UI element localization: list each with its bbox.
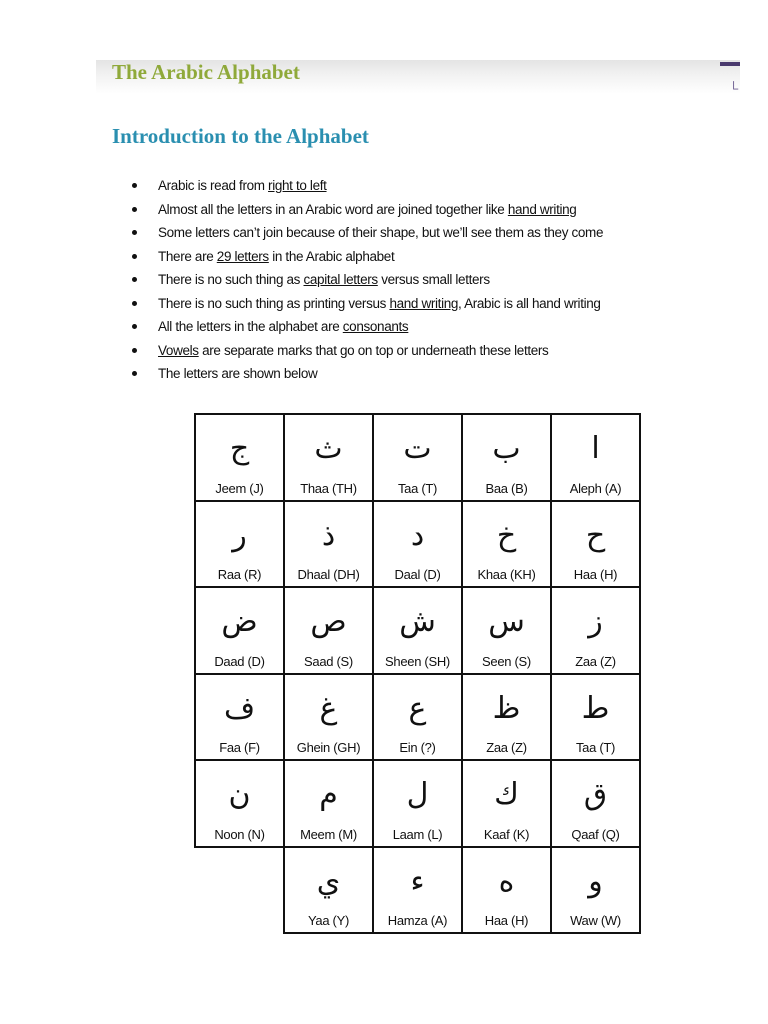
arabic-letter: س — [488, 604, 525, 639]
bullet-item — [130, 316, 730, 340]
bullet-dot-icon — [132, 230, 137, 235]
letter-cell — [283, 500, 374, 589]
arabic-letter: ت — [403, 431, 432, 466]
letter-cell — [461, 759, 552, 848]
page-corner-icon: └ — [729, 81, 739, 96]
bullet-text: , Arabic is all hand writing — [458, 295, 601, 311]
letter-name: Qaaf (Q) — [571, 826, 620, 842]
arabic-letter: ع — [408, 690, 427, 726]
letter-cell — [372, 759, 463, 848]
bullet-text: There is no such thing as — [158, 272, 304, 287]
letter-cell — [550, 500, 641, 589]
letter-name: Hamza (A) — [387, 913, 448, 928]
arabic-letter: ظ — [492, 690, 521, 726]
bullet-text: The letters are shown below — [158, 366, 318, 381]
bullet-item — [130, 175, 730, 199]
letter-cell — [283, 846, 374, 935]
letter-name: Aleph (A) — [569, 480, 622, 496]
arabic-letter: ش — [399, 604, 436, 639]
bullet-item — [130, 293, 730, 317]
arabic-letter: ر — [232, 517, 247, 553]
letter-name: Jeem (J) — [215, 480, 264, 496]
bullet-dot-icon — [132, 207, 137, 212]
bullet-text: Some letters can’t join because of their shape, but we’ll see them as they come — [158, 225, 604, 240]
underlined-text: consonants — [342, 319, 409, 334]
letter-name: Yaa (Y) — [307, 913, 349, 928]
bullet-dot-icon — [132, 301, 137, 306]
letter-cell — [194, 673, 285, 762]
bullet-dot-icon — [132, 254, 137, 259]
arabic-letter: ب — [492, 431, 521, 466]
arabic-letter: ق — [583, 777, 608, 812]
underlined-text: hand writing — [507, 201, 577, 217]
letter-name: Daad (D) — [214, 653, 265, 669]
letter-name: Taa (T) — [397, 480, 438, 496]
letter-cell — [372, 846, 463, 935]
arabic-letter: م — [319, 777, 338, 812]
arabic-letter: خ — [496, 517, 517, 553]
letter-name: Ghein (GH) — [296, 740, 361, 755]
letter-cell — [461, 586, 552, 675]
letter-cell — [283, 759, 374, 848]
underlined-text: right to left — [268, 178, 327, 193]
bullet-dot-icon — [132, 371, 137, 376]
letter-name: Daal (D) — [394, 567, 441, 582]
bullet-text: There is no such thing as printing versus — [158, 295, 390, 311]
letter-cell — [550, 413, 641, 502]
letter-cell — [461, 500, 552, 589]
underlined-text: Vowels — [158, 342, 199, 358]
bullet-dot-icon — [132, 183, 137, 188]
letter-name: Dhaal (DH) — [297, 567, 360, 582]
letter-cell — [461, 846, 552, 935]
letter-cell — [372, 413, 463, 502]
arabic-letter: ا — [591, 431, 600, 466]
arabic-letter: ذ — [321, 517, 336, 553]
letter-cell — [194, 586, 285, 675]
bullet-item — [130, 199, 730, 223]
bullet-dot-icon — [132, 348, 137, 353]
letter-name: Waw (W) — [570, 913, 621, 928]
letter-cell — [372, 673, 463, 762]
arabic-letter: و — [588, 863, 603, 899]
letter-cell — [461, 673, 552, 762]
letter-name: Faa (F) — [219, 740, 260, 755]
letter-cell — [550, 673, 641, 762]
letter-name: Haa (H) — [573, 567, 618, 582]
underlined-text: hand writing — [389, 295, 459, 311]
letter-cell — [550, 846, 641, 935]
letter-cell — [372, 586, 463, 675]
bullet-dot-icon — [132, 277, 137, 282]
arabic-letter: ي — [316, 863, 341, 899]
bullet-text: versus small letters — [377, 272, 490, 287]
bullet-item — [130, 269, 730, 293]
bullet-text: All the letters in the alphabet are — [158, 319, 343, 334]
bullet-item — [130, 222, 730, 246]
letter-cell — [550, 586, 641, 675]
section-heading: Introduction to the Alphabet — [112, 124, 369, 148]
document-title: The Arabic Alphabet — [112, 60, 300, 84]
letter-name: Raa (R) — [217, 567, 262, 582]
arabic-letter: ن — [228, 777, 251, 812]
bullet-item — [130, 363, 730, 387]
arabic-letter: ل — [406, 777, 429, 812]
bullet-text: in the Arabic alphabet — [268, 248, 395, 264]
arabic-letter: ط — [581, 690, 610, 726]
letter-cell — [283, 586, 374, 675]
alphabet-table — [194, 413, 639, 931]
letter-cell — [283, 413, 374, 502]
letter-name: Sheen (SH) — [385, 653, 450, 669]
arabic-letter: ء — [410, 863, 425, 899]
letter-cell — [372, 500, 463, 589]
arabic-letter: ز — [588, 604, 603, 639]
letter-name: Noon (N) — [214, 826, 265, 842]
letter-name: Baa (B) — [485, 480, 528, 496]
bullet-item — [130, 246, 730, 270]
arabic-letter: ج — [229, 431, 250, 466]
letter-cell — [550, 759, 641, 848]
letter-name: Meem (M) — [300, 826, 357, 842]
letter-name: Saad (S) — [304, 653, 353, 669]
arabic-letter: ه — [498, 863, 515, 899]
letter-name: Khaa (KH) — [477, 567, 536, 582]
bullet-text: Arabic is read from — [158, 178, 269, 193]
letter-cell — [194, 759, 285, 848]
bullet-text: Almost all the letters in an Arabic word are joined together like — [158, 201, 508, 217]
arabic-letter: ح — [585, 517, 606, 553]
letter-cell — [461, 413, 552, 502]
underlined-text: 29 letters — [216, 248, 269, 264]
letter-name: Seen (S) — [482, 653, 531, 669]
bullet-dot-icon — [132, 324, 137, 329]
letter-cell — [283, 673, 374, 762]
letter-name: Thaa (TH) — [300, 480, 357, 496]
bullet-item — [130, 340, 730, 364]
arabic-letter: ك — [494, 777, 519, 812]
letter-name: Haa (H) — [484, 913, 529, 928]
letter-cell — [194, 413, 285, 502]
letter-name: Laam (L) — [392, 826, 443, 842]
letter-name: Zaa (Z) — [575, 653, 616, 669]
underlined-text: capital letters — [303, 272, 378, 287]
letter-name: Zaa (Z) — [486, 740, 527, 755]
intro-bullet-list — [130, 175, 730, 387]
bullet-text: There are — [158, 248, 217, 264]
letter-name: Kaaf (K) — [483, 826, 530, 842]
bullet-text: are separate marks that go on top or underneath these letters — [198, 342, 549, 358]
arabic-letter: غ — [319, 690, 338, 726]
arabic-letter: ف — [223, 690, 256, 726]
letter-name: Ein (?) — [399, 740, 436, 755]
arabic-letter: ص — [310, 604, 347, 639]
arabic-letter: ث — [314, 431, 343, 466]
arabic-letter: د — [410, 517, 425, 553]
letter-name: Taa (T) — [575, 740, 616, 755]
letter-cell — [194, 500, 285, 589]
arabic-letter: ض — [221, 604, 258, 639]
corner-accent-bar — [720, 62, 740, 66]
